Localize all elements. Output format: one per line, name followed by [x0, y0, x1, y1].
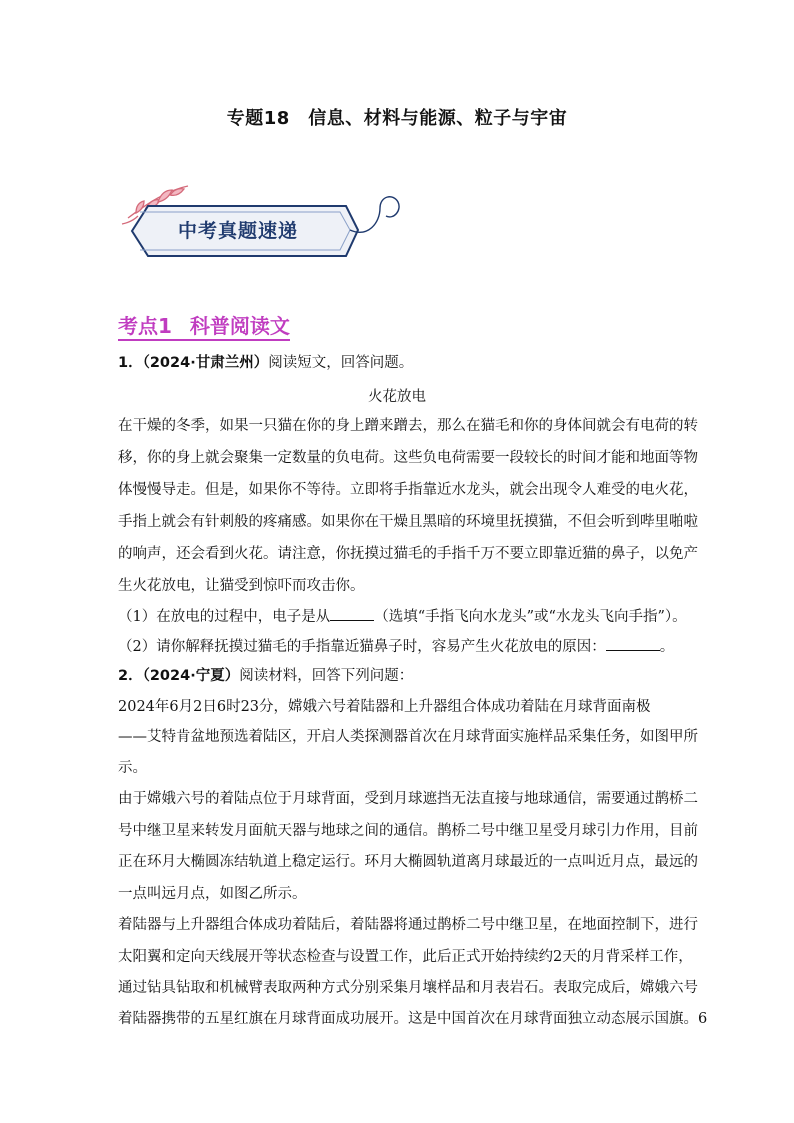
q1-sub1-answer-blank[interactable]: [330, 606, 374, 621]
q2-prompt: 阅读材料，回答下列问题：: [239, 668, 414, 684]
q2-line: 着陆器与上升器组合体成功着陆后，着陆器将通过鹊桥二号中继卫星，在地面控制下，进行: [118, 917, 698, 933]
q1-header: [118, 353, 413, 373]
q2-line: 通过钻具钻取和机械臂表取两种方式分别采集月壤样品和月表岩石。表取完成后，嫦娥六号: [118, 980, 698, 996]
q1-source: （2024·甘肃兰州）: [142, 355, 269, 371]
q1-line: 生火花放电，让猫受到惊吓而攻击你。: [118, 578, 365, 594]
q1-sub2-answer-blank[interactable]: [606, 636, 660, 651]
q1-prompt: 阅读短文，回答问题。: [268, 355, 414, 371]
section-name: 科普阅读文: [189, 314, 290, 338]
q1-sub2: [118, 636, 674, 657]
q2-line: 2024年6月2日6时23分，嫦娥六号着陆器和上升器组合体成功着陆在月球背面南极: [118, 699, 651, 715]
q1-sub2-text-a: （2）请你解释抚摸过猫毛的手指靠近猫鼻子时，容易产生火花放电的原因：: [118, 639, 606, 655]
q1-sub1-text-a: （1）在放电的过程中，电子是从: [118, 609, 331, 625]
q1-line: 的响声，还会看到火花。请注意，你抚摸过猫毛的手指千万不要立即靠近猫的鼻子，以免产: [118, 546, 698, 562]
banner-label: 中考真题速递: [178, 220, 299, 242]
q2-header: [118, 666, 413, 686]
q1-sub1-text-b: （选填“手指飞向水龙头”或“水龙头飞向手指”）。: [374, 609, 687, 625]
q1-line: 在干燥的冬季，如果一只猫在你的身上蹭来蹭去，那么在猫毛和你的身体间就会有电荷的转: [118, 418, 698, 434]
q2-line: 示。: [118, 760, 147, 776]
q2-number: 2．: [118, 668, 143, 684]
q2-line: 着陆器携带的五星红旗在月球背面成功展开。这是中国首次在月球背面独立动态展示国旗。6: [118, 1011, 708, 1027]
q1-sub1: [118, 606, 687, 627]
q2-source: （2024·宁夏）: [142, 668, 240, 684]
q2-line: 由于嫦娥六号的着陆点位于月球背面，受到月球遮挡无法直接与地球通信，需要通过鹊桥二: [118, 791, 698, 807]
q1-line: 手指上就会有针刺般的疼痛感。如果你在干燥且黑暗的环境里抚摸猫，不但会听到哔里啪啦: [118, 514, 698, 530]
page-title: 专题18 信息、材料与能源、粒子与宇宙: [226, 108, 568, 129]
section-label: 考点1: [118, 314, 172, 338]
q1-line: 体慢慢导走。但是，如果你不等待。立即将手指靠近水龙头，就会出现令人难受的电火花，: [118, 482, 698, 498]
q2-line: 号中继卫星来转发月面航天器与地球之间的通信。鹊桥二号中继卫星受月球引力作用，目前: [118, 823, 698, 839]
q2-line: 一点叫远月点，如图乙所示。: [118, 886, 307, 902]
q1-passage-title: 火花放电: [368, 389, 426, 405]
q2-line: 太阳翼和定向天线展开等状态检查与设置工作，此后正式开始持续约2天的月背采样工作，: [118, 949, 693, 965]
q2-line: 正在环月大椭圆冻结轨道上稳定运行。环月大椭圆轨道离月球最近的一点叫近月点，最远的: [118, 854, 698, 870]
q1-number: 1．: [118, 355, 143, 371]
section-heading: [118, 313, 290, 341]
q1-line: 移，你的身上就会聚集一定数量的负电荷。这些负电荷需要一段较长的时间才能和地面等物: [118, 450, 698, 466]
q1-sub2-text-b: 。: [659, 639, 675, 655]
q2-line: ——艾特肯盆地预选着陆区，开启人类探测器首次在月球背面实施样品采集任务，如图甲所: [118, 729, 698, 745]
